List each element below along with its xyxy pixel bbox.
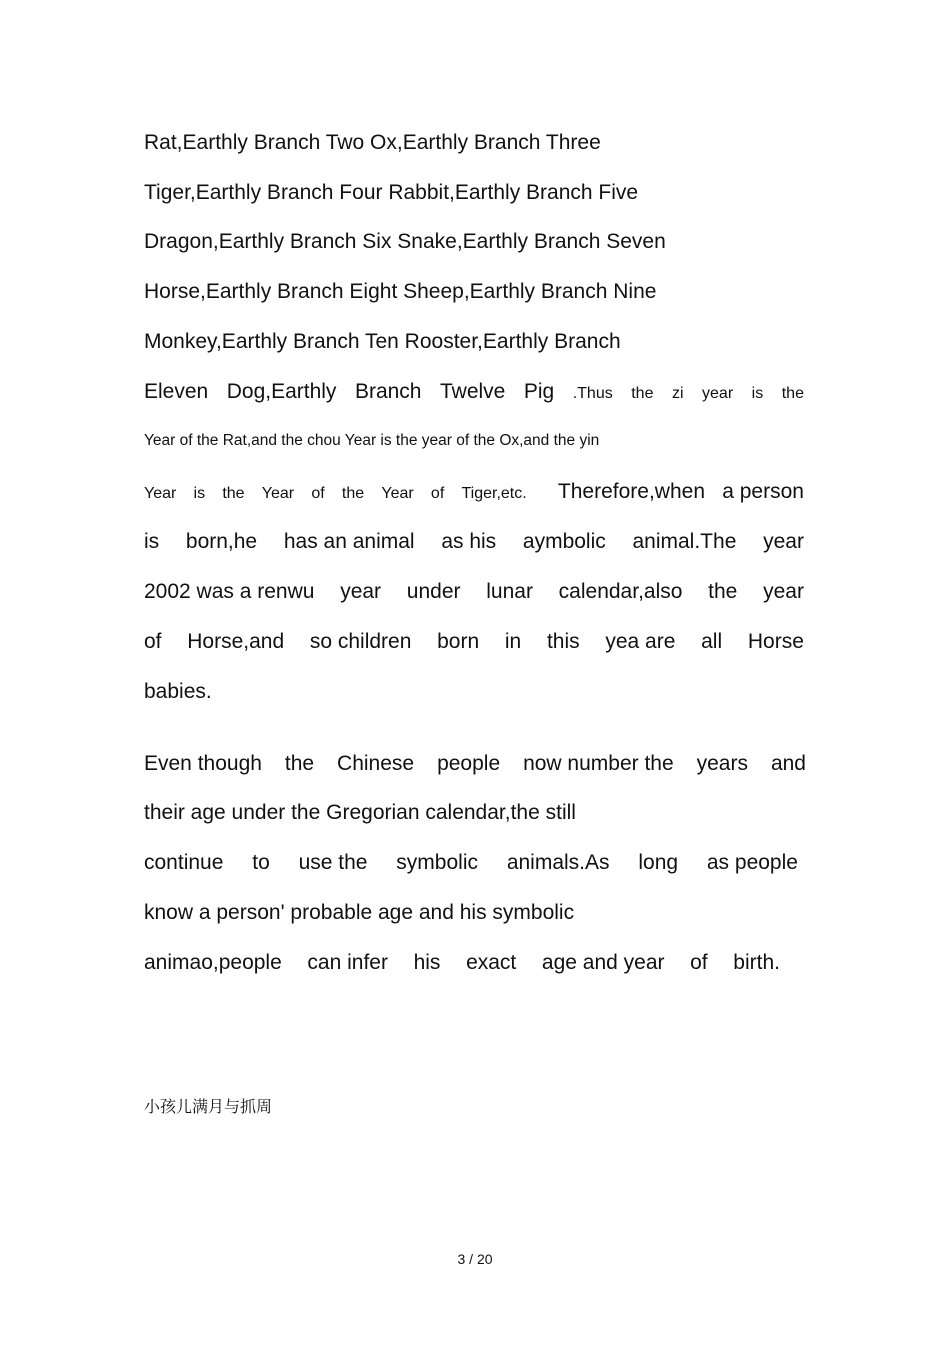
word: of	[430, 485, 445, 502]
word: in	[504, 630, 522, 653]
word: is	[193, 485, 206, 502]
word: Chinese	[337, 752, 415, 775]
text-line-17	[144, 950, 780, 976]
word: birth.	[733, 951, 780, 974]
text-line-16: know a person' probable age and his symbolic	[144, 901, 575, 924]
word: animal.The	[632, 530, 737, 553]
word: now number the	[523, 752, 674, 775]
word: year	[763, 530, 804, 553]
word: the	[341, 485, 365, 502]
text-line-15	[144, 850, 798, 876]
word: symbolic	[396, 851, 478, 874]
word: people	[437, 752, 501, 775]
word: yea are	[605, 630, 676, 653]
word: animao,people	[144, 951, 282, 974]
word: age and year	[541, 951, 665, 974]
text-line-14: their age under the Gregorian calendar,the still	[144, 801, 576, 824]
word: Twelve	[439, 380, 506, 403]
word: continue	[144, 851, 224, 874]
word: Therefore,when	[557, 480, 706, 503]
word: year	[702, 385, 734, 402]
word: Pig	[523, 380, 555, 403]
word: the	[781, 385, 804, 402]
page-number: 3 / 20	[457, 1251, 493, 1267]
word: this	[546, 630, 580, 653]
word: is	[751, 385, 764, 402]
word: all	[701, 630, 723, 653]
word: has an animal	[283, 530, 415, 553]
word: Horse	[747, 630, 804, 653]
word: the	[631, 385, 654, 402]
word: as people	[706, 851, 798, 874]
word: is	[144, 530, 160, 553]
text-line-10	[144, 579, 804, 605]
word: Horse,and	[187, 630, 285, 653]
word: use the	[298, 851, 368, 874]
word: Dog,Earthly	[226, 380, 337, 403]
word: Branch	[354, 380, 422, 403]
text-line-6	[144, 379, 804, 407]
word: .Thus	[572, 385, 613, 402]
word: years	[696, 752, 748, 775]
word: Eleven	[144, 380, 209, 403]
word: zi	[671, 385, 684, 402]
text-line-5: Monkey,Earthly Branch Ten Rooster,Earthly Branch	[144, 330, 621, 353]
text-line-4: Horse,Earthly Branch Eight Sheep,Earthly Branch Nine	[144, 280, 657, 303]
text-line-12: babies.	[144, 680, 212, 703]
word: of	[144, 630, 162, 653]
word: to	[252, 851, 270, 874]
word: year	[340, 580, 382, 603]
text-line-3: Dragon,Earthly Branch Six Snake,Earthly Branch Seven	[144, 230, 666, 253]
word: Even though	[144, 752, 262, 775]
word: Year	[261, 485, 295, 502]
word: the	[708, 580, 738, 603]
word: a person	[722, 480, 804, 503]
section-heading-chinese: 小孩儿满月与抓周	[144, 1097, 273, 1116]
word: Year	[381, 485, 414, 502]
word: Tiger,etc.	[461, 485, 527, 502]
word: animals.As	[506, 851, 610, 874]
word: calendar,also	[558, 580, 683, 603]
text-line-2: Tiger,Earthly Branch Four Rabbit,Earthly Branch Five	[144, 181, 639, 204]
text-line-8	[144, 479, 804, 507]
word: aymbolic	[522, 530, 606, 553]
text-line-13	[144, 751, 806, 777]
word: long	[638, 851, 679, 874]
word: the	[222, 485, 245, 502]
word: can infer	[307, 951, 388, 974]
text-line-11	[144, 629, 804, 655]
word: exact	[466, 951, 517, 974]
word: born,he	[185, 530, 258, 553]
word: so children	[309, 630, 412, 653]
word: 2002 was a renwu	[144, 580, 315, 603]
word: lunar	[486, 580, 533, 603]
text-line-9	[144, 529, 804, 555]
word: Year	[144, 485, 177, 502]
text-line-7: Year of the Rat,and the chou Year is the year of the Ox,and the yin	[144, 432, 600, 449]
word: under	[406, 580, 461, 603]
word: born	[437, 630, 480, 653]
text-line-1: Rat,Earthly Branch Two Ox,Earthly Branch Three	[144, 131, 601, 154]
word: year	[763, 580, 804, 603]
word: as his	[441, 530, 497, 553]
word: and	[770, 752, 806, 775]
word: of	[311, 485, 325, 502]
word: his	[413, 951, 441, 974]
word: of	[690, 951, 708, 974]
word: the	[284, 752, 315, 775]
